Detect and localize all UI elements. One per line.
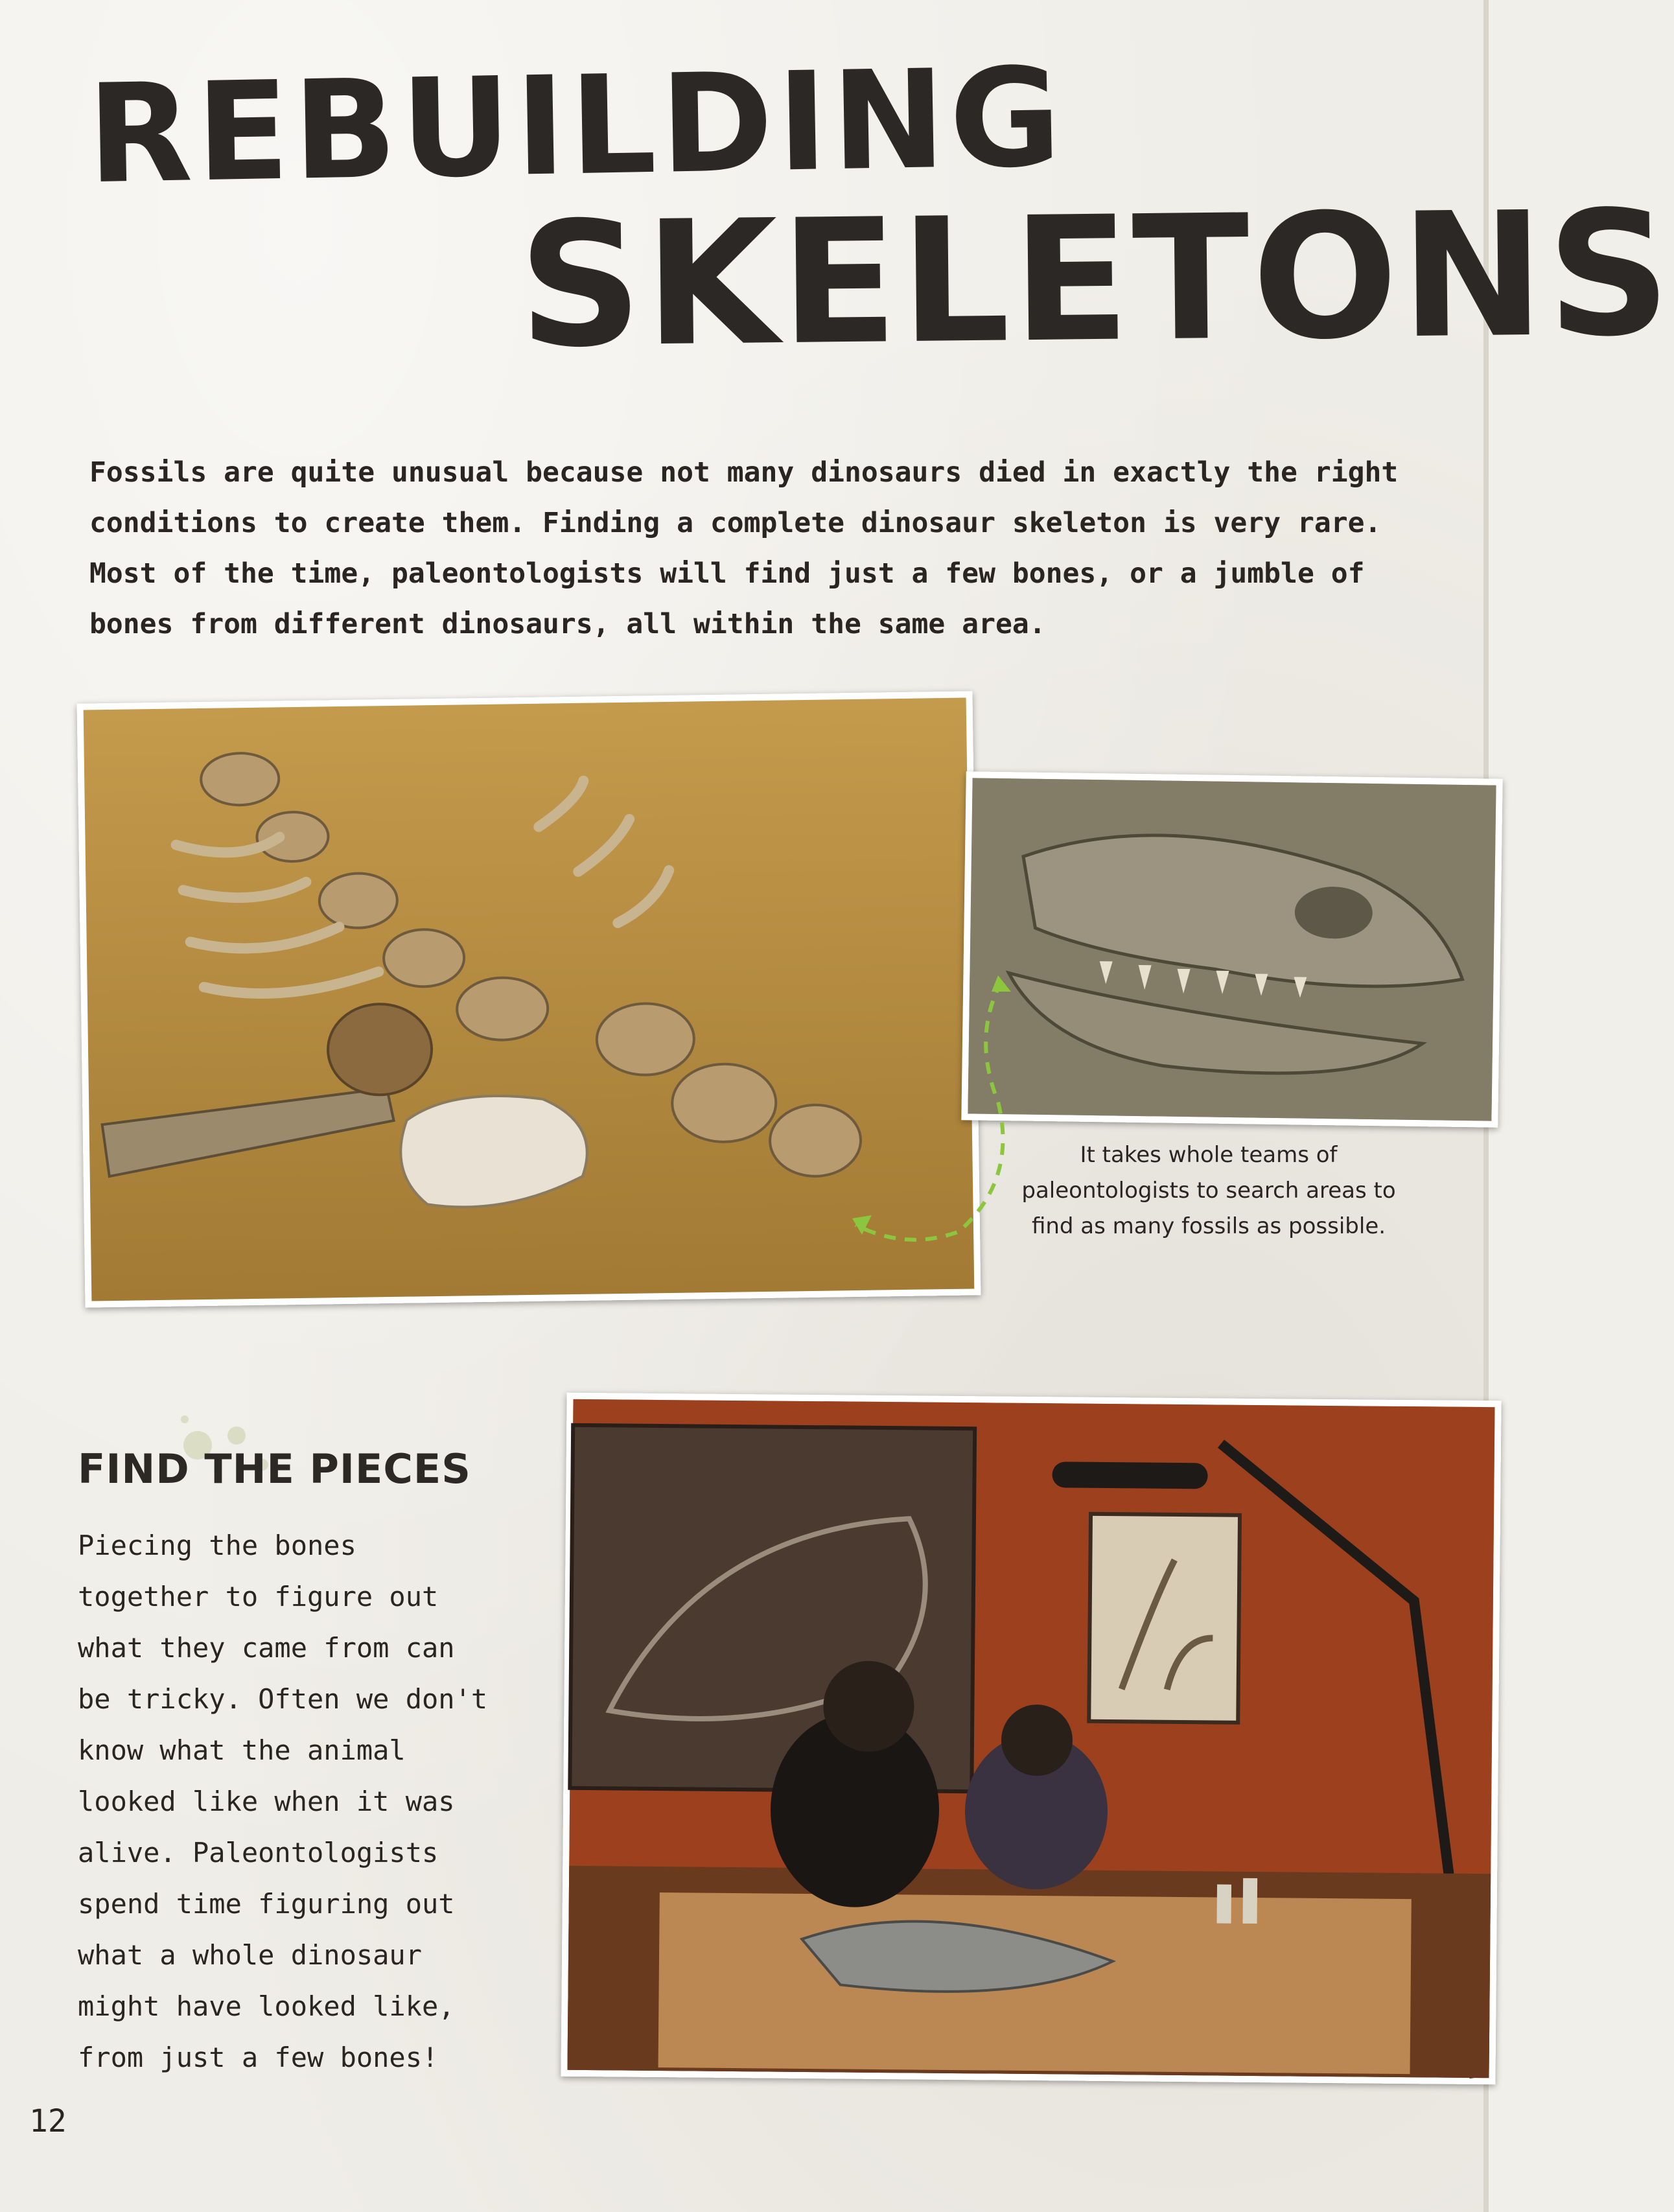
section-body-text: Piecing the bones together to figure out what they came from can be tricky. Often we don't know what the animal looked like when it was alive. Paleontologists spend time figuring out what a whole dinosaur might have looked like, from just a few bones! <box>78 1530 488 2073</box>
lab-scene-illustration <box>568 1399 1495 2078</box>
skeleton-in-sand-illustration <box>84 698 975 1301</box>
fossil-dig-site-photo <box>77 691 981 1307</box>
skull-fossil-illustration <box>968 778 1496 1121</box>
paleontology-lab-photo <box>561 1393 1501 2085</box>
intro-paragraph: Fossils are quite unusual because not many dinosaurs died in exactly the right conditions to create them. Finding a complete dinosaur skeleton is very rare. Most of the time, paleontologists will find just a few bones, or a jumble of bones from different dinosaurs, all within the same area. <box>89 456 1399 640</box>
page-number: 12 <box>29 2103 67 2139</box>
section-heading: FIND THE PIECES <box>78 1445 471 1493</box>
dinosaur-skull-fossil-photo <box>961 771 1502 1128</box>
page-title-line-1: REBUILDING <box>86 38 1067 215</box>
photo-caption: It takes whole teams of paleontologists to search areas to find as many fossils as possible. <box>1021 1142 1396 1239</box>
page-title-line-2: SKELETONS <box>517 174 1674 386</box>
